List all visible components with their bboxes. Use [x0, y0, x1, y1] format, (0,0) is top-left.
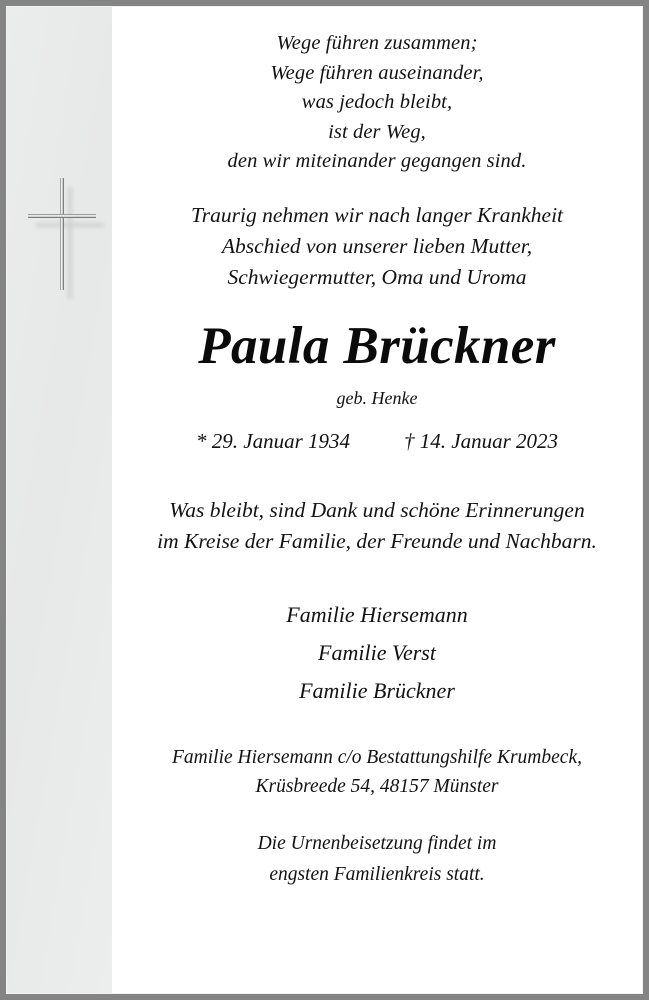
family-name: Familie Brückner	[299, 677, 455, 703]
cross-horizontal-bar	[28, 214, 96, 218]
family-name: Familie Hiersemann	[286, 601, 468, 627]
cross-icon-body	[20, 170, 98, 292]
poem-line: Wege führen auseinander,	[270, 61, 484, 84]
family-name: Familie Verst	[318, 639, 436, 665]
closing-line: engsten Familienkreis statt.	[269, 863, 485, 885]
poem-line: den wir miteinander gegangen sind.	[227, 150, 527, 172]
birth-date: * 29. Januar 1934	[196, 428, 350, 453]
memory-line: im Kreise der Familie, der Freunde und Nachbarn.	[157, 528, 597, 553]
announcement-line: Traurig nehmen wir nach langer Krankheit	[190, 202, 564, 227]
closing-note-block	[130, 828, 624, 890]
poem-line: ist der Weg,	[328, 120, 426, 143]
contact-block	[130, 743, 624, 801]
announcement-line: Abschied von unserer lieben Mutter,	[221, 233, 533, 258]
families-block	[130, 596, 624, 710]
maiden-name: geb. Henke	[336, 387, 418, 408]
contact-line: Krüsbreede 54, 48157 Münster	[255, 775, 499, 797]
deceased-name: Paula Brückner	[198, 316, 556, 375]
contact-line: Familie Hiersemann c/o Bestattungshilfe Krumbeck,	[172, 746, 582, 768]
memory-block	[130, 495, 624, 557]
obituary-content	[112, 7, 642, 993]
poem-block	[130, 29, 624, 177]
obituary-card-inner	[6, 6, 643, 994]
cross-icon	[20, 170, 98, 292]
life-dates	[130, 427, 624, 455]
cross-vertical-bar	[60, 178, 64, 290]
deceased-name-block	[130, 315, 624, 410]
poem-line: Wege führen zusammen;	[276, 32, 478, 54]
memory-line: Was bleibt, sind Dank und schöne Erinnerungen	[169, 497, 585, 522]
closing-line: Die Urnenbeisetzung findet im	[257, 832, 497, 854]
death-date: † 14. Januar 2023	[404, 428, 558, 453]
decorative-side-panel	[7, 7, 112, 993]
poem-line: was jedoch bleibt,	[301, 91, 453, 113]
announcement-line: Schwiegermutter, Oma und Uroma	[227, 264, 527, 289]
announcement-block	[130, 200, 624, 293]
